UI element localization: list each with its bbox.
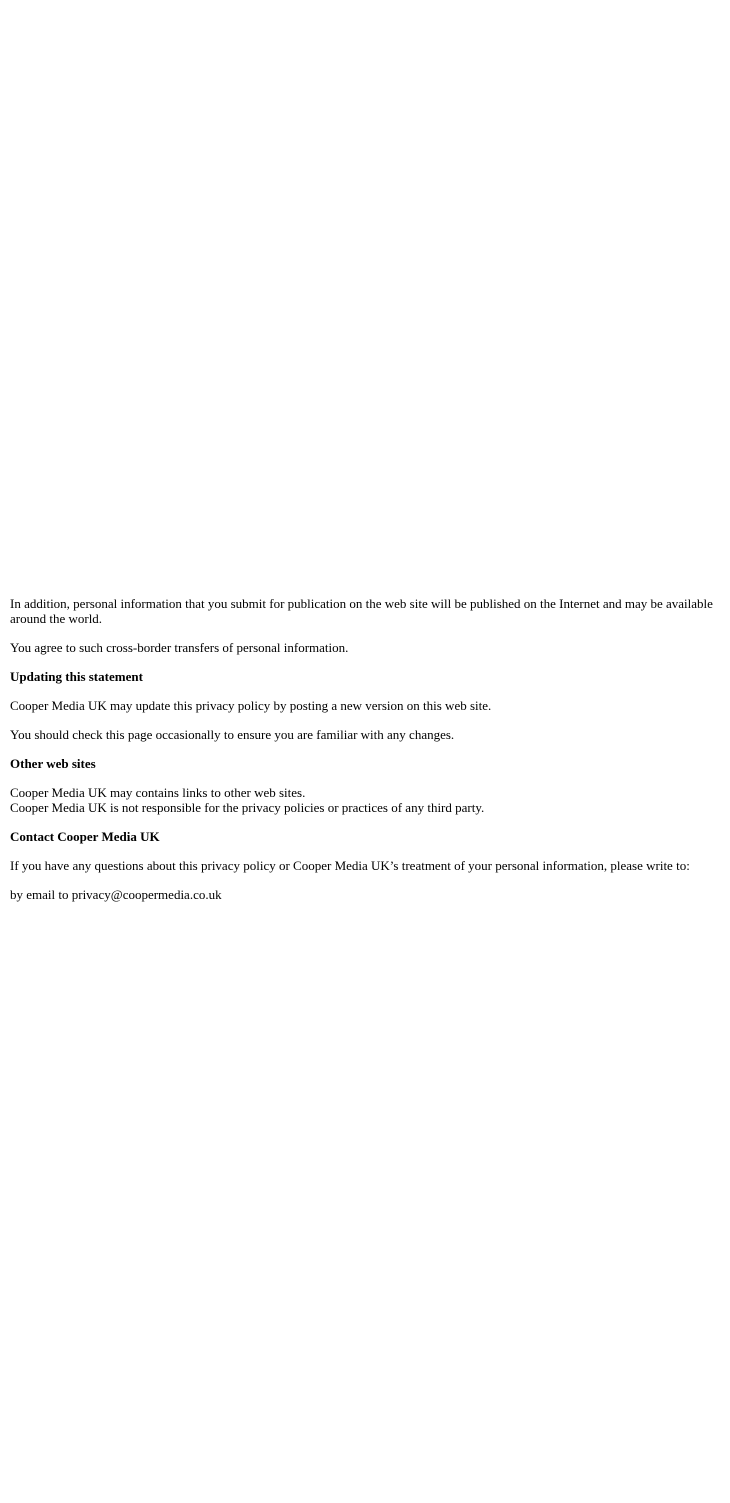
third-party-links-line-2: Cooper Media UK is not responsible for the privacy policies or practices of any third party. <box>10 800 485 815</box>
paragraph-contact-questions: If you have any questions about this privacy policy or Cooper Media UK’s treatment of your personal information, please write to: <box>10 858 690 873</box>
third-party-links-line-1: Cooper Media UK may contains links to other web sites. <box>10 785 306 800</box>
paragraph-third-party-links <box>10 785 720 815</box>
paragraph-contact-email: by email to privacy@coopermedia.co.uk <box>10 887 222 902</box>
paragraph-publication-notice: In addition, personal information that you submit for publication on the web site will be published on the Internet and may be available around the world. <box>10 596 713 626</box>
paragraph-check-page: You should check this page occasionally to ensure you are familiar with any changes. <box>10 727 455 742</box>
paragraph-cross-border-agreement: You agree to such cross-border transfers of personal information. <box>10 640 349 655</box>
paragraph-policy-update: Cooper Media UK may update this privacy policy by posting a new version on this web site. <box>10 698 492 713</box>
heading-updating-statement: Updating this statement <box>10 669 143 684</box>
heading-other-web-sites: Other web sites <box>10 756 96 771</box>
heading-contact: Contact Cooper Media UK <box>10 829 160 844</box>
